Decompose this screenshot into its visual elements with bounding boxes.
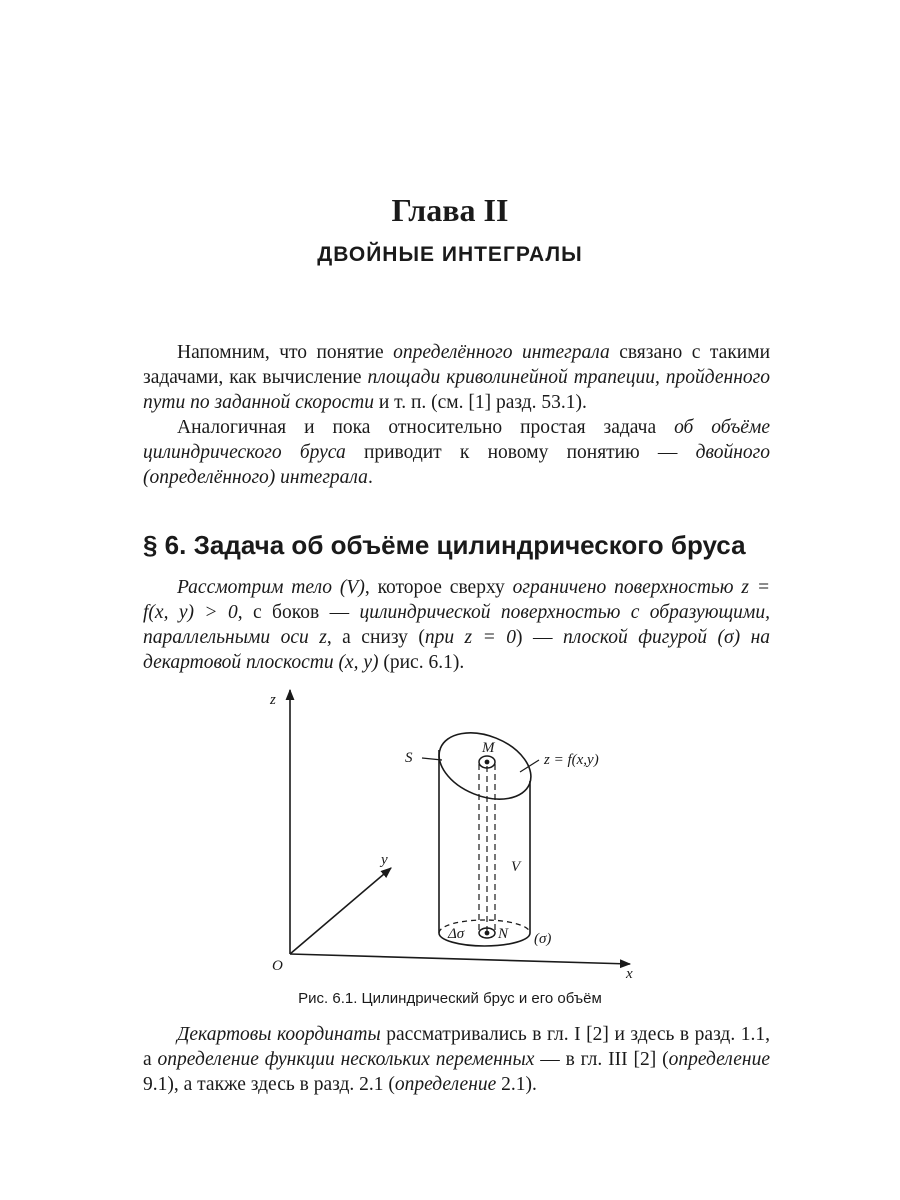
text-run: связано с такими задачами, как вычисление xyxy=(143,342,771,388)
y-axis xyxy=(290,868,391,954)
italic-text-run: определение функции нескольких переменных xyxy=(157,1049,535,1070)
point-n xyxy=(485,931,490,936)
label-x: x xyxy=(626,966,633,982)
section-heading: § 6. Задача об объёме цилиндрического бруса xyxy=(143,530,746,560)
italic-text-run: цилиндрической поверхностью с образующими, параллельными оси z xyxy=(143,602,770,648)
top-surface xyxy=(429,720,540,812)
italic-text-run: определение xyxy=(394,1074,497,1095)
text-run: и т. п. (см. [1] разд. 53.1). xyxy=(373,392,587,413)
text-run: , которое сверху xyxy=(364,577,513,598)
label-z: z xyxy=(270,692,276,708)
after-block xyxy=(143,1022,770,1097)
italic-text-run: Рассмотрим тело (V) xyxy=(177,577,365,598)
section-body xyxy=(143,575,770,675)
italic-text-run: площади криволинейной трапеции, пройденного пути по заданной скорости xyxy=(143,367,770,413)
x-axis xyxy=(290,954,630,964)
italic-text-run: определение xyxy=(668,1049,771,1070)
italic-text-run: определённого интеграла xyxy=(393,342,610,363)
text-run: , а снизу ( xyxy=(326,627,425,648)
figure-caption: Рис. 6.1. Цилиндрический брус и его объём xyxy=(298,990,602,1007)
italic-text-run: ограничено поверхностью z = f(x, y) > 0 xyxy=(143,577,771,623)
text-run: (рис. 6.1). xyxy=(378,652,465,673)
label-s: S xyxy=(405,750,413,766)
text-run: . xyxy=(367,467,373,488)
text-run: , с боков — xyxy=(237,602,360,623)
text-run: — в гл. III [2] ( xyxy=(534,1049,669,1070)
label-origin: O xyxy=(272,958,283,974)
italic-text-run: Декартовы координаты xyxy=(177,1024,381,1045)
label-sigma: (σ) xyxy=(534,931,552,947)
label-surface: z = f(x,y) xyxy=(544,752,599,768)
text-run: рассматривались в гл. I [2] и здесь в разд. 1.1, а xyxy=(143,1024,770,1070)
intro-paragraph-1 xyxy=(143,340,770,415)
label-y: y xyxy=(381,852,388,868)
text-run: Аналогичная и пока относительно простая задача xyxy=(177,417,675,438)
label-v: V xyxy=(511,859,521,875)
intro-block xyxy=(143,340,770,490)
section-paragraph-1 xyxy=(143,575,770,675)
intro-paragraph-2 xyxy=(143,415,770,490)
chapter-title: ДВОЙНЫЕ ИНТЕГРАЛЫ xyxy=(317,243,583,266)
text-run: 9.1), а также здесь в разд. 2.1 ( xyxy=(143,1074,395,1095)
chapter-label: Глава II xyxy=(391,192,509,228)
figure-cylinder xyxy=(258,682,658,982)
italic-text-run: двойного (определённого) интеграла xyxy=(143,442,770,488)
italic-text-run: об объёме цилиндрического бруса xyxy=(143,417,770,463)
label-delta-sigma: Δσ xyxy=(448,926,465,942)
italic-text-run: при z = 0 xyxy=(424,627,516,648)
after-paragraph-1 xyxy=(143,1022,770,1097)
label-n: N xyxy=(498,926,509,942)
text-run: ) — xyxy=(516,627,563,648)
point-m xyxy=(485,760,490,765)
italic-text-run: плоской фигурой (σ) на декартовой плоскости (x, y) xyxy=(143,627,771,673)
text-run: Напомним, что понятие xyxy=(177,342,394,363)
text-run: 2.1). xyxy=(496,1074,537,1095)
label-m: M xyxy=(482,740,495,756)
text-run: приводит к новому понятию — xyxy=(345,442,696,463)
